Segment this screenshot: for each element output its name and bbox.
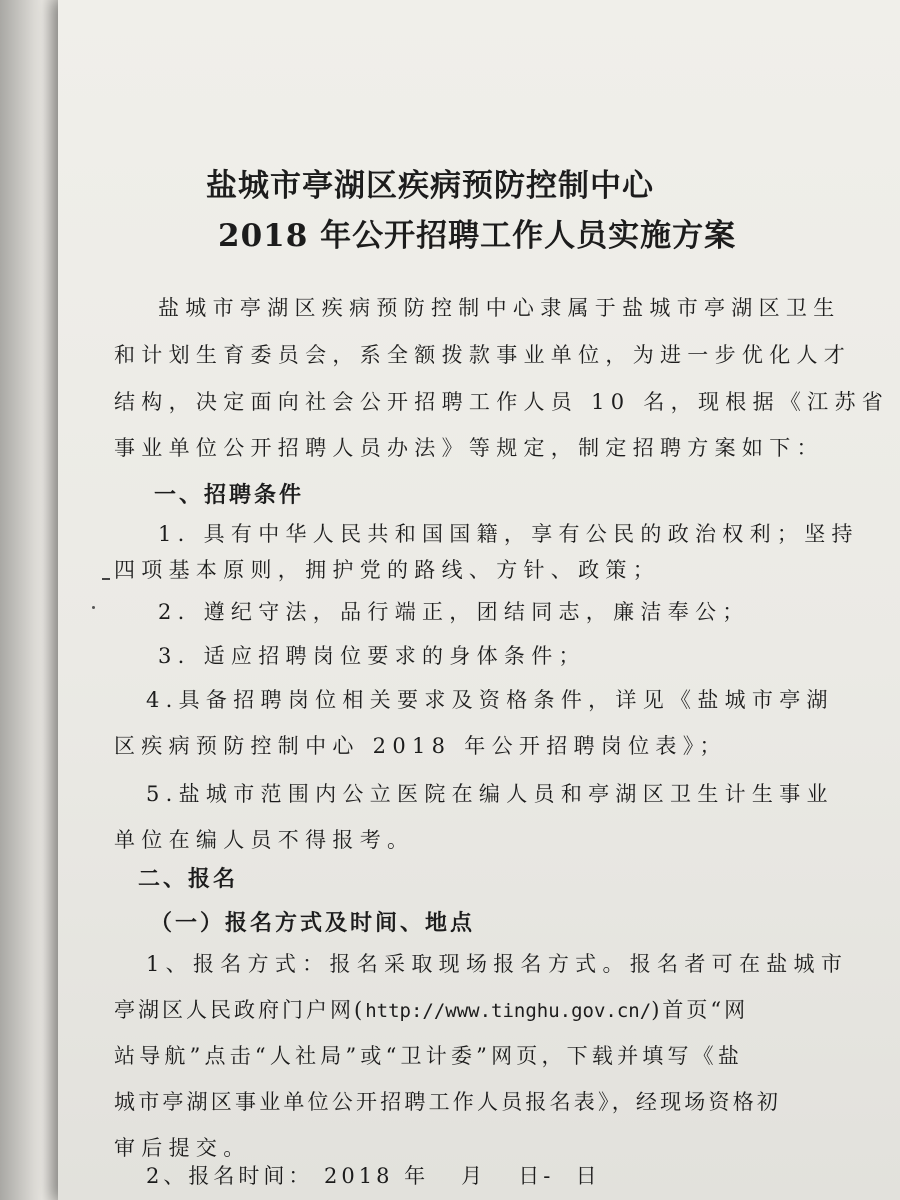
condition-line: 四项基本原则，拥护党的路线、方针、政策； [114,558,660,582]
intro-line: 和计划生育委员会，系全额拨款事业单位，为进一步优化人才 [114,343,852,367]
registration-line: 审后提交。 [114,1136,251,1160]
portal-url-link[interactable]: http://www.tinghu.gov.cn/ [365,1000,652,1022]
ink-mark [102,578,110,580]
registration-text: )首页“网 [651,998,749,1022]
registration-text: 亭湖区人民政府门户网( [114,998,366,1022]
condition-line: 4.具备招聘岗位相关要求及资格条件，详见《盐城市亭湖 [146,688,834,712]
condition-line: 单位在编人员不得报考。 [114,828,415,852]
condition-line: 3. 适应招聘岗位要求的身体条件； [158,644,586,668]
document-page [58,0,900,1200]
registration-line: 城市亭湖区事业单位公开招聘工作人员报名表》，经现场资格初 [114,1090,782,1114]
title-line-2: 2018 年公开招聘工作人员实施方案 [218,218,737,254]
registration-line: 1、报名方式：报名采取现场报名方式。报名者可在盐城市 [146,952,849,976]
registration-line [114,994,748,1024]
condition-line: 5.盐城市范围内公立医院在编人员和亭湖区卫生计生事业 [146,782,834,806]
intro-line: 盐城市亭湖区疾病预防控制中心隶属于盐城市亭湖区卫生 [158,296,841,320]
condition-line: 2. 遵纪守法，品行端正，团结同志，廉洁奉公； [158,600,750,624]
section-1-heading: 一、招聘条件 [154,482,305,508]
condition-line: 区疾病预防控制中心 2018 年公开招聘岗位表》； [114,734,727,758]
intro-line: 结构，决定面向社会公开招聘工作人员 10 名，现根据《江苏省 [114,390,890,414]
section-2-heading: 二、报名 [138,866,239,892]
condition-line: 1. 具有中华人民共和国国籍，享有公民的政治权利；坚持 [158,522,859,546]
ink-dot [92,606,95,609]
registration-line: 站导航”点击“人社局”或“卫计委”网页，下载并填写《盐 [114,1044,744,1068]
registration-time-line: 2、报名时间： 2018 年 月 日- 日 [146,1164,601,1188]
intro-line: 事业单位公开招聘人员办法》等规定，制定招聘方案如下： [114,436,824,460]
title-line-1: 盐城市亭湖区疾病预防控制中心 [206,168,654,204]
section-2-subheading: （一）报名方式及时间、地点 [150,910,476,936]
underlying-page-edge [0,0,60,1200]
